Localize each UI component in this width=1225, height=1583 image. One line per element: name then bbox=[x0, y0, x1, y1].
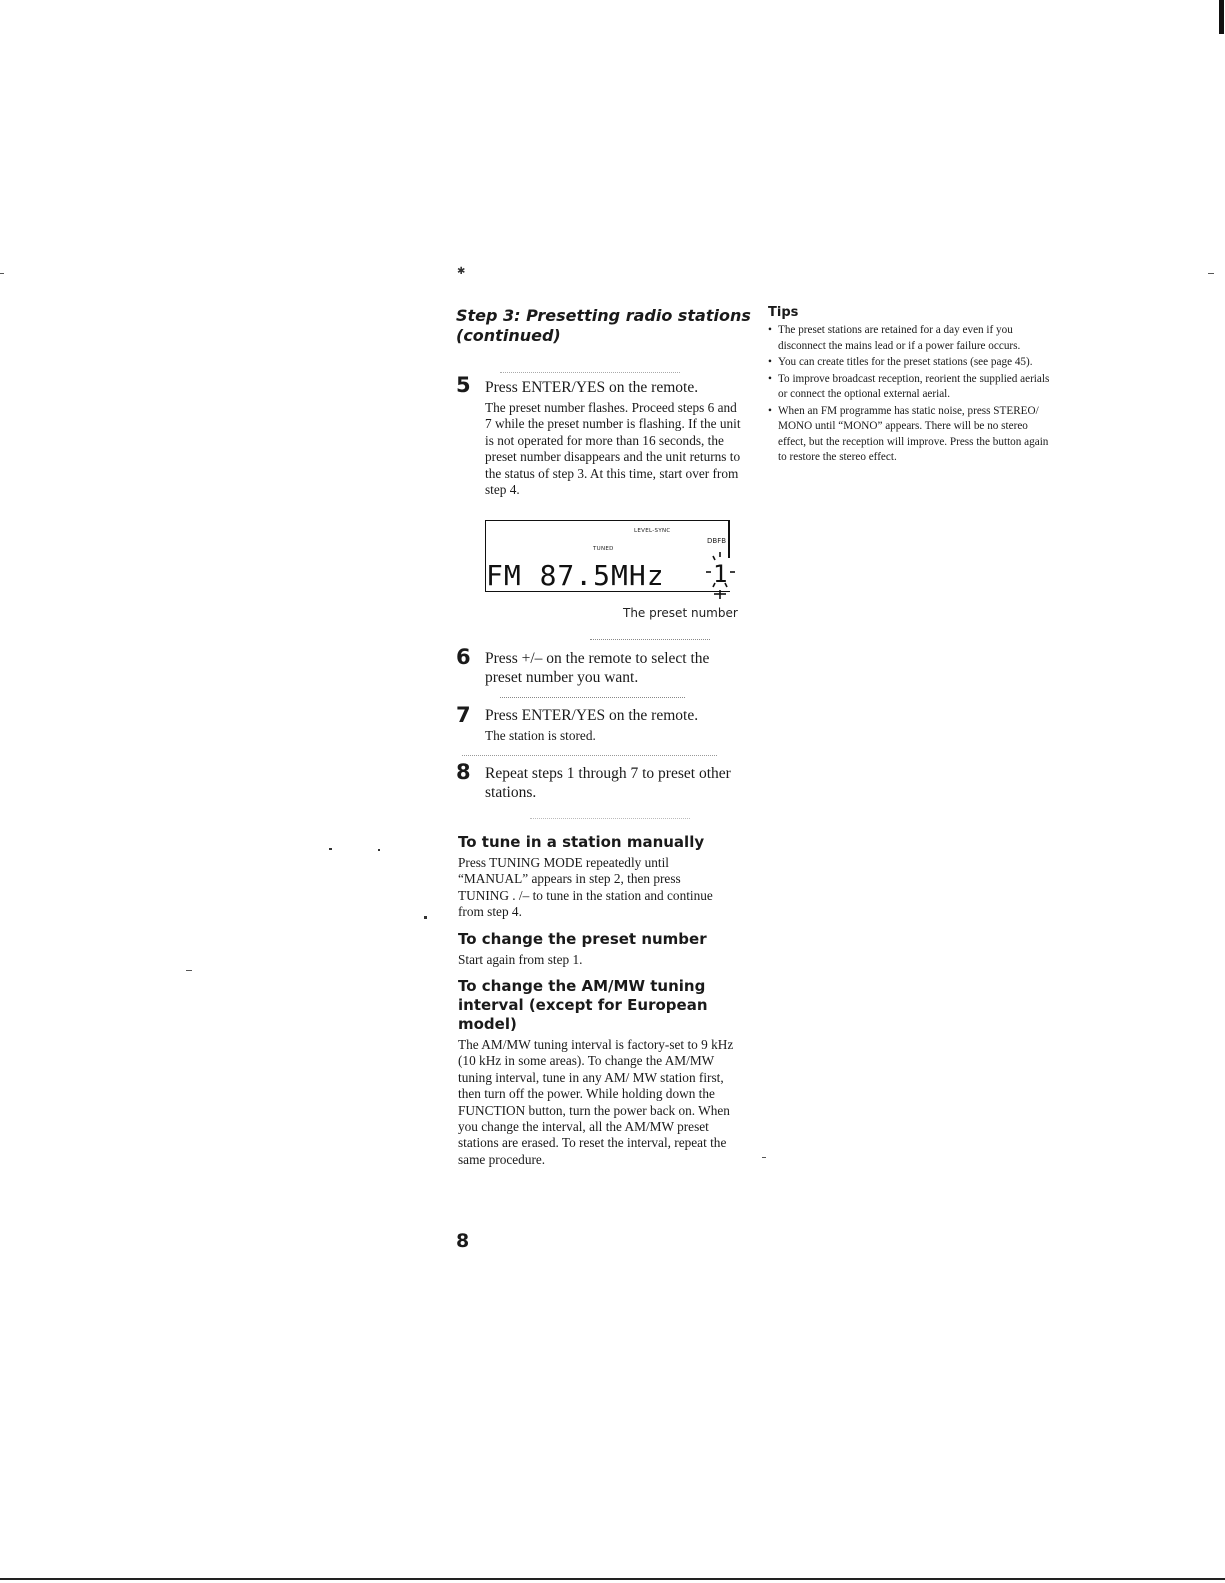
step-description: The station is stored. bbox=[485, 728, 596, 743]
section-body: Start again from step 1. bbox=[458, 952, 583, 967]
section-change-preset bbox=[458, 930, 738, 968]
lcd-dbfb-label: DBFB bbox=[707, 537, 727, 545]
lcd-tuned-label: TUNED bbox=[593, 546, 614, 552]
step-separator bbox=[462, 755, 717, 757]
step-separator bbox=[590, 639, 710, 641]
scan-dot bbox=[378, 849, 380, 851]
page-title-line1: Step 3: Presetting radio stations bbox=[456, 306, 751, 325]
scan-bottom-rule bbox=[0, 1578, 1225, 1580]
step-separator bbox=[500, 372, 680, 374]
scan-edge-mark bbox=[1219, 0, 1224, 34]
scan-dot bbox=[329, 848, 332, 850]
section-body: Press TUNING MODE repeatedly until “MANUAL” appears in step 2, then press TUNING . /– to tune in the station and continue from step 4. bbox=[458, 855, 713, 920]
section-am-mw-interval bbox=[458, 977, 738, 1168]
step-number: 7 bbox=[456, 703, 471, 727]
tip-item: • When an FM programme has static noise, press STEREO/ MONO until “MONO” appears. There will be no stereo effect, but the reception will improve. Press the button again to restore the stereo effect. bbox=[768, 404, 1053, 466]
tip-item: • The preset stations are retained for a day even if you disconnect the mains lead or if a power failure occurs. bbox=[768, 323, 1053, 354]
lcd-frequency-text: FM 87.5MHz bbox=[486, 559, 665, 592]
step-instruction: Press ENTER/YES on the remote. bbox=[485, 379, 699, 396]
scan-dash bbox=[0, 273, 4, 274]
step-instruction: Press ENTER/YES on the remote. bbox=[485, 707, 699, 724]
scan-star-mark: ✱ bbox=[457, 266, 466, 277]
section-body: The AM/MW tuning interval is factory-set to 9 kHz (10 kHz in some areas). To change the AM/MW tuning interval, tune in any AM/ MW station first, then turn off the power. While holding down the FUNCTION button, turn the power back on. When you change the interval, all the AM/MW preset stations are erased. To reset the interval, repeat the same procedure. bbox=[458, 1037, 734, 1167]
section-heading: To change the preset number bbox=[458, 930, 707, 948]
step-separator bbox=[500, 697, 685, 699]
page-title-line2: (continued) bbox=[456, 326, 561, 345]
preset-number-caption: The preset number bbox=[623, 606, 738, 620]
section-heading: To tune in a station manually bbox=[458, 833, 705, 851]
step-instruction: Repeat steps 1 through 7 to preset other stations. bbox=[485, 765, 731, 801]
scan-dash bbox=[762, 1157, 766, 1158]
step-number: 6 bbox=[456, 645, 471, 669]
section-manual-tuning bbox=[458, 833, 720, 921]
scan-dash bbox=[186, 970, 192, 971]
page-title bbox=[456, 306, 756, 346]
scan-dot bbox=[424, 916, 427, 919]
page-number: 8 bbox=[456, 1230, 470, 1252]
tips-list bbox=[768, 323, 1053, 466]
tip-item: • To improve broadcast reception, reorient the supplied aerials or connect the optional external aerial. bbox=[768, 372, 1053, 403]
step-instruction: Press +/– on the remote to select the preset number you want. bbox=[485, 650, 710, 686]
lcd-level-sync-label: LEVEL-SYNC bbox=[634, 528, 671, 534]
tips-box bbox=[768, 305, 1053, 467]
lcd-preset-digit: 1 bbox=[713, 560, 728, 588]
step-description: The preset number flashes. Proceed steps 6 and 7 while the preset number is flashing. If the unit is not operated for more than 16 seconds, the preset number disappears and the unit returns to the status of step 3. At this time, start over from step 4. bbox=[485, 400, 741, 498]
step-separator bbox=[530, 818, 690, 820]
step-number: 5 bbox=[456, 373, 471, 397]
tips-title: Tips bbox=[768, 305, 799, 320]
tip-item: • You can create titles for the preset stations (see page 45). bbox=[768, 355, 1053, 371]
step-number: 8 bbox=[456, 760, 471, 784]
section-heading: To change the AM/MW tuning interval (except for European model) bbox=[458, 977, 708, 1033]
scan-dash bbox=[1208, 273, 1214, 274]
